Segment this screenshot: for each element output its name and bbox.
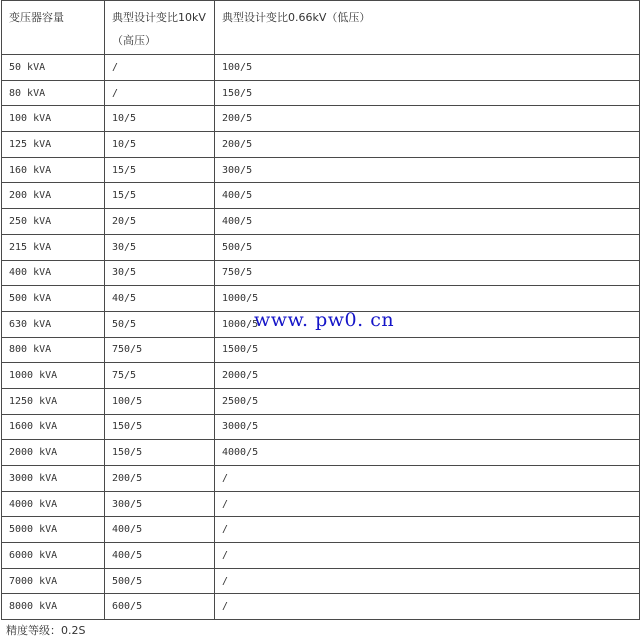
cell-high-voltage-ratio: 15/5 [105,157,215,183]
table-row [2,234,640,260]
header-high-voltage-ratio: 典型设计变比10kV（高压） [105,1,215,55]
cell-low-voltage-ratio: 1000/5 [215,311,640,337]
cell-low-voltage-ratio: 300/5 [215,157,640,183]
cell-high-voltage-ratio: 200/5 [105,466,215,492]
cell-low-voltage-ratio: / [215,491,640,517]
table-row [2,414,640,440]
table-row [2,55,640,81]
cell-low-voltage-ratio: 2500/5 [215,388,640,414]
cell-low-voltage-ratio: 1000/5 [215,286,640,312]
cell-capacity: 100 kVA [2,106,105,132]
table-row [2,491,640,517]
cell-low-voltage-ratio: 200/5 [215,132,640,158]
table-row [2,209,640,235]
cell-high-voltage-ratio: 600/5 [105,594,215,620]
cell-capacity: 200 kVA [2,183,105,209]
cell-capacity: 3000 kVA [2,466,105,492]
cell-high-voltage-ratio: 75/5 [105,363,215,389]
cell-capacity: 125 kVA [2,132,105,158]
cell-high-voltage-ratio: / [105,80,215,106]
cell-capacity: 7000 kVA [2,568,105,594]
watermark-text: www. pw0. cn [254,309,395,331]
cell-capacity: 5000 kVA [2,517,105,543]
cell-capacity: 1600 kVA [2,414,105,440]
cell-high-voltage-ratio: 150/5 [105,440,215,466]
cell-high-voltage-ratio: 30/5 [105,260,215,286]
table-body [2,55,640,620]
table-row [2,440,640,466]
cell-high-voltage-ratio: 750/5 [105,337,215,363]
cell-capacity: 2000 kVA [2,440,105,466]
table-row [2,132,640,158]
cell-low-voltage-ratio: 400/5 [215,209,640,235]
cell-capacity: 50 kVA [2,55,105,81]
cell-high-voltage-ratio: 10/5 [105,132,215,158]
table-row [2,594,640,620]
cell-capacity: 250 kVA [2,209,105,235]
cell-high-voltage-ratio: 50/5 [105,311,215,337]
cell-high-voltage-ratio: 15/5 [105,183,215,209]
table-row [2,517,640,543]
cell-capacity: 500 kVA [2,286,105,312]
cell-capacity: 160 kVA [2,157,105,183]
cell-low-voltage-ratio: 500/5 [215,234,640,260]
cell-capacity: 6000 kVA [2,543,105,569]
cell-low-voltage-ratio: 150/5 [215,80,640,106]
table-row [2,286,640,312]
table-row [2,568,640,594]
table-row [2,543,640,569]
cell-high-voltage-ratio: 300/5 [105,491,215,517]
cell-capacity: 630 kVA [2,311,105,337]
table-row [2,466,640,492]
header-capacity: 变压器容量 [2,1,105,55]
cell-capacity: 4000 kVA [2,491,105,517]
cell-capacity: 1250 kVA [2,388,105,414]
cell-high-voltage-ratio: 30/5 [105,234,215,260]
cell-low-voltage-ratio: 4000/5 [215,440,640,466]
accuracy-class-note: 精度等级：0.2S [6,624,86,637]
cell-high-voltage-ratio: 500/5 [105,568,215,594]
cell-low-voltage-ratio: 3000/5 [215,414,640,440]
cell-capacity: 1000 kVA [2,363,105,389]
table-row [2,337,640,363]
cell-capacity: 400 kVA [2,260,105,286]
cell-capacity: 80 kVA [2,80,105,106]
cell-low-voltage-ratio: 750/5 [215,260,640,286]
cell-high-voltage-ratio: 40/5 [105,286,215,312]
cell-low-voltage-ratio: / [215,466,640,492]
cell-high-voltage-ratio: 20/5 [105,209,215,235]
cell-low-voltage-ratio: / [215,543,640,569]
cell-low-voltage-ratio: 2000/5 [215,363,640,389]
cell-high-voltage-ratio: 100/5 [105,388,215,414]
cell-low-voltage-ratio: 1500/5 [215,337,640,363]
table-row [2,157,640,183]
cell-capacity: 8000 kVA [2,594,105,620]
cell-low-voltage-ratio: 100/5 [215,55,640,81]
cell-high-voltage-ratio: 150/5 [105,414,215,440]
cell-low-voltage-ratio: / [215,568,640,594]
cell-low-voltage-ratio: / [215,594,640,620]
header-low-voltage-ratio: 典型设计变比0.66kV（低压） [215,1,640,55]
cell-low-voltage-ratio: / [215,517,640,543]
cell-high-voltage-ratio: / [105,55,215,81]
table-row [2,80,640,106]
cell-high-voltage-ratio: 400/5 [105,543,215,569]
table-row [2,260,640,286]
cell-high-voltage-ratio: 10/5 [105,106,215,132]
cell-low-voltage-ratio: 400/5 [215,183,640,209]
cell-capacity: 800 kVA [2,337,105,363]
table-row [2,388,640,414]
table-row [2,106,640,132]
cell-low-voltage-ratio: 200/5 [215,106,640,132]
table-row [2,363,640,389]
table-header-row [2,1,640,55]
cell-capacity: 215 kVA [2,234,105,260]
cell-high-voltage-ratio: 400/5 [105,517,215,543]
table-row [2,183,640,209]
